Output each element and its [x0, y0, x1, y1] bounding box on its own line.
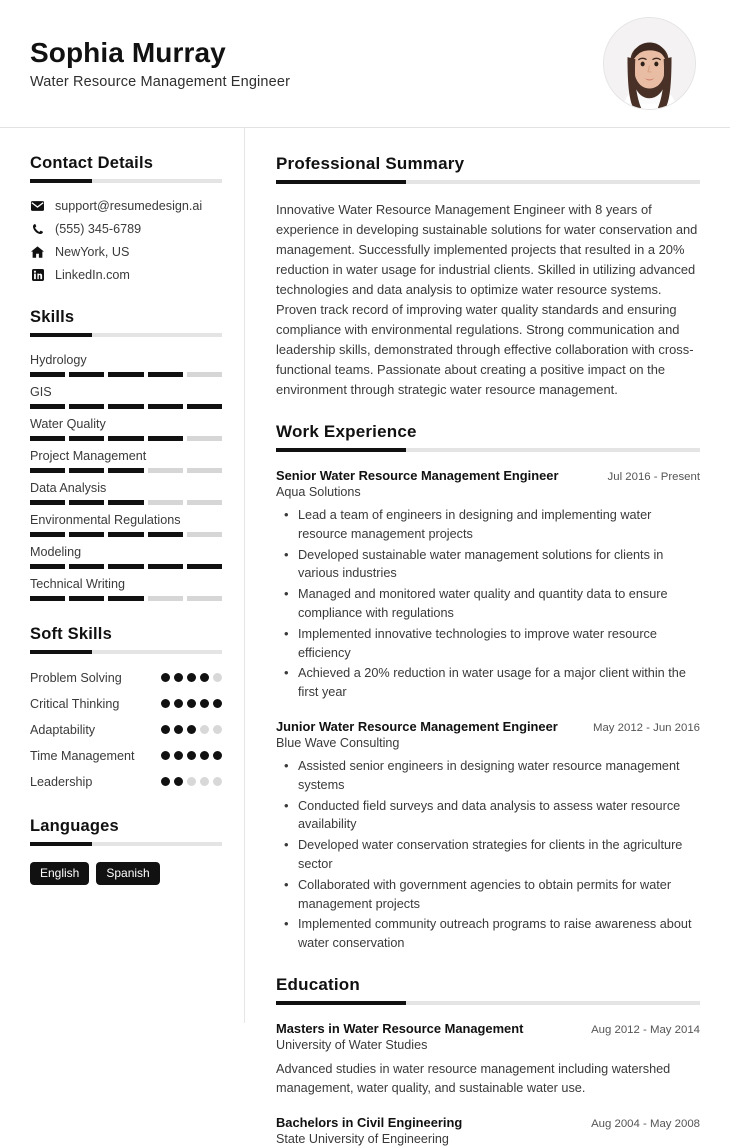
resume-body [0, 128, 730, 1146]
avatar [603, 17, 696, 110]
rating-dot [174, 777, 183, 786]
skill-bar-segment [69, 532, 104, 537]
contact-location-value: NewYork, US [55, 245, 130, 259]
entry-bullet: • Lead a team of engineers in designing and implementing water resource management projects [276, 506, 700, 544]
education-entry [276, 1021, 700, 1098]
entry-bullet: • Achieved a 20% reduction in water usage for a major client within the first year [276, 664, 700, 702]
contact-item-phone[interactable] [30, 222, 222, 236]
soft-skill-rating-dots [161, 696, 222, 708]
linkedin-icon [30, 269, 45, 281]
soft-skill-rating-dots [161, 670, 222, 682]
contact-item-email[interactable] [30, 199, 222, 213]
rating-dot [187, 777, 196, 786]
work-entry [276, 719, 700, 953]
skill-level-bar [30, 596, 222, 601]
skill-item [30, 577, 222, 601]
skill-label: Water Quality [30, 417, 106, 431]
skill-item [30, 353, 222, 377]
entry-bullet-list [276, 506, 700, 702]
skills-rule [30, 333, 222, 337]
soft-skill-item [30, 774, 222, 791]
education-section [276, 975, 700, 1146]
languages-heading: Languages [30, 817, 119, 835]
rating-dot [174, 751, 183, 760]
contact-rule [30, 179, 222, 183]
skill-bar-segment [148, 500, 183, 505]
entry-bullet-list [276, 757, 700, 953]
envelope-icon [30, 201, 45, 211]
skill-bar-segment [30, 436, 65, 441]
skill-level-bar [30, 500, 222, 505]
entry-date: May 2012 - Jun 2016 [592, 721, 700, 734]
avatar-circle [603, 17, 696, 110]
soft-skills-heading: Soft Skills [30, 625, 112, 643]
entry-company: Blue Wave Consulting [276, 735, 400, 750]
entry-bullet: • Conducted field surveys and data analysis to assess water resource availability [276, 797, 700, 835]
contact-item-location[interactable] [30, 245, 222, 259]
languages-section-header [30, 817, 222, 846]
soft-skill-rating-dots [161, 774, 222, 786]
skill-label: GIS [30, 385, 52, 399]
soft-skill-label: Leadership [30, 775, 93, 789]
skill-bar-segment [30, 564, 65, 569]
skill-item [30, 449, 222, 473]
skill-bar-segment [187, 404, 222, 409]
soft-skills-section [30, 625, 222, 791]
skill-bar-segment [30, 468, 65, 473]
skill-label: Hydrology [30, 353, 87, 367]
contact-linkedin-value: LinkedIn.com [55, 268, 130, 282]
skill-bar-segment [187, 532, 222, 537]
header-text-group [30, 37, 290, 89]
rating-dot [174, 725, 183, 734]
education-rule [276, 1001, 700, 1005]
work-section [276, 422, 700, 953]
skills-heading: Skills [30, 308, 75, 326]
skill-bar-segment [108, 468, 143, 473]
rating-dot [200, 777, 209, 786]
skill-bar-segment [108, 564, 143, 569]
skill-label: Data Analysis [30, 481, 107, 495]
entry-bullet: • Implemented community outreach programs to raise awareness about water conservation [276, 915, 700, 953]
entry-bullet: • Collaborated with government agencies to obtain permits for water management projects [276, 876, 700, 914]
phone-icon [30, 223, 45, 235]
soft-skills-rule [30, 650, 222, 654]
skill-label: Modeling [30, 545, 82, 559]
rating-dot [187, 699, 196, 708]
skills-list [30, 353, 222, 601]
skill-bar-segment [69, 564, 104, 569]
skill-bar-segment [108, 532, 143, 537]
skill-level-bar [30, 404, 222, 409]
entry-date: Aug 2004 - May 2008 [591, 1118, 700, 1131]
contact-list [30, 199, 222, 282]
skill-bar-segment [30, 500, 65, 505]
soft-skill-label: Problem Solving [30, 671, 122, 685]
skill-bar-segment [69, 372, 104, 377]
entry-institution: State University of Engineering [276, 1132, 449, 1146]
skill-item [30, 513, 222, 537]
rating-dot [213, 751, 222, 760]
soft-skill-label: Adaptability [30, 723, 96, 737]
entry-title: Junior Water Resource Management Engineer [276, 718, 558, 734]
education-heading: Education [276, 974, 360, 994]
work-rule [276, 448, 700, 452]
skill-level-bar [30, 532, 222, 537]
entry-header [276, 468, 700, 483]
language-badge: English [30, 862, 89, 885]
rating-dot [213, 777, 222, 786]
rating-dot [161, 751, 170, 760]
soft-skills-list [30, 670, 222, 791]
entry-bullet: • Assisted senior engineers in designing water resource management systems [276, 757, 700, 795]
skill-item [30, 545, 222, 569]
rating-dot [213, 725, 222, 734]
summary-rule [276, 180, 700, 184]
skill-bar-segment [148, 436, 183, 441]
work-entry [276, 468, 700, 702]
contact-item-linkedin[interactable] [30, 268, 222, 282]
rating-dot [174, 699, 183, 708]
soft-skills-section-header [30, 625, 222, 654]
skill-bar-segment [148, 404, 183, 409]
sidebar [0, 128, 245, 1023]
skill-item [30, 385, 222, 409]
summary-heading: Professional Summary [276, 154, 465, 173]
entry-date: Aug 2012 - May 2014 [591, 1023, 700, 1036]
rating-dot [161, 673, 170, 682]
soft-skill-rating-dots [161, 748, 222, 760]
soft-skill-item [30, 696, 222, 713]
soft-skill-rating-dots [161, 722, 222, 734]
main-content [245, 128, 730, 1146]
skill-bar-segment [69, 436, 104, 441]
contact-heading: Contact Details [30, 154, 154, 172]
rating-dot [187, 725, 196, 734]
rating-dot [213, 699, 222, 708]
skill-bar-segment [187, 468, 222, 473]
rating-dot [174, 673, 183, 682]
skill-bar-segment [187, 372, 222, 377]
rating-dot [161, 699, 170, 708]
profile-photo-illustration [604, 18, 695, 109]
contact-section-header [30, 154, 222, 183]
rating-dot [200, 699, 209, 708]
skill-bar-segment [187, 500, 222, 505]
soft-skill-label: Time Management [30, 749, 135, 763]
education-entry [276, 1115, 700, 1146]
rating-dot [200, 673, 209, 682]
entry-title: Senior Water Resource Management Engineer [276, 468, 559, 483]
skill-bar-segment [30, 532, 65, 537]
entry-institution: University of Water Studies [276, 1037, 428, 1052]
skill-bar-segment [69, 404, 104, 409]
entry-header [276, 1021, 700, 1036]
rating-dot [200, 751, 209, 760]
contact-phone-value: (555) 345-6789 [55, 222, 142, 236]
skill-bar-segment [108, 404, 143, 409]
skill-label: Project Management [30, 449, 147, 463]
entry-company: Aqua Solutions [276, 485, 361, 499]
entry-title: Masters in Water Resource Management [276, 1020, 524, 1036]
skill-bar-segment [148, 532, 183, 537]
languages-rule [30, 842, 222, 846]
skill-level-bar [30, 372, 222, 377]
skill-bar-segment [69, 596, 104, 601]
work-section-header [276, 422, 700, 452]
entry-description: Advanced studies in water resource management including watershed management, water quality, and sustainable water use. [276, 1061, 671, 1095]
skill-item [30, 481, 222, 505]
education-section-header [276, 975, 700, 1005]
skill-bar-segment [187, 596, 222, 601]
skill-bar-segment [69, 468, 104, 473]
home-icon [30, 246, 45, 258]
education-entries [276, 1021, 700, 1146]
skill-item [30, 417, 222, 441]
skill-bar-segment [108, 372, 143, 377]
skills-section [30, 308, 222, 601]
entry-bullet: • Developed water conservation strategies for clients in the agriculture sector [276, 836, 700, 874]
skill-bar-segment [187, 436, 222, 441]
work-entries [276, 468, 700, 953]
language-badge: Spanish [96, 862, 159, 885]
candidate-name: Sophia Murray [30, 37, 226, 69]
summary-section [276, 154, 700, 400]
work-heading: Work Experience [276, 422, 417, 441]
rating-dot [187, 673, 196, 682]
skill-level-bar [30, 468, 222, 473]
soft-skill-label: Critical Thinking [30, 697, 120, 711]
contact-email-value: support@resumedesign.ai [55, 199, 203, 213]
candidate-job-title: Water Resource Management Engineer [30, 73, 291, 90]
summary-section-header [276, 154, 700, 184]
entry-date: Jul 2016 - Present [607, 471, 700, 483]
resume-header [0, 0, 730, 128]
entry-title: Bachelors in Civil Engineering [276, 1115, 463, 1131]
skill-label: Technical Writing [30, 577, 125, 591]
skill-bar-segment [148, 564, 183, 569]
skill-bar-segment [30, 596, 65, 601]
skill-bar-segment [108, 596, 143, 601]
skill-bar-segment [30, 404, 65, 409]
skill-bar-segment [148, 372, 183, 377]
skill-bar-segment [30, 372, 65, 377]
entry-bullet: • Managed and monitored water quality and quantity data to ensure compliance with regulations [276, 585, 700, 623]
rating-dot [200, 725, 209, 734]
entry-bullet: • Implemented innovative technologies to improve water resource efficiency [276, 625, 700, 663]
entry-header [276, 1115, 700, 1130]
entry-bullet: • Developed sustainable water management solutions for clients in various industries [276, 546, 700, 584]
summary-text: Innovative Water Resource Management Engineer with 8 years of experience in developing sustainable solutions for water conservation and management. Successfully implemented projects that resulted in a 20% reduction in water usage for industrial clients. Skilled in utilizing advanced technologies and data analysis to optimize water resource systems. Proven track record of improving water quality standards and ensuring compliance with environmental regulations. Strong communication and leadership skills, demonstrated through effective collaboration with cross-functional teams. Passionate about creating a positive impact on the environment through strategic water resource management. [276, 202, 698, 397]
skills-section-header [30, 308, 222, 337]
entry-header [276, 719, 700, 734]
rating-dot [213, 673, 222, 682]
rating-dot [161, 725, 170, 734]
skill-level-bar [30, 564, 222, 569]
languages-list [30, 862, 222, 885]
soft-skill-item [30, 670, 222, 687]
languages-section [30, 817, 222, 885]
skill-bar-segment [108, 436, 143, 441]
skill-bar-segment [148, 468, 183, 473]
rating-dot [187, 751, 196, 760]
skill-bar-segment [69, 500, 104, 505]
skill-label: Environmental Regulations [30, 513, 181, 527]
soft-skill-item [30, 722, 222, 739]
skill-level-bar [30, 436, 222, 441]
soft-skill-item [30, 748, 222, 765]
skill-bar-segment [187, 564, 222, 569]
skill-bar-segment [148, 596, 183, 601]
skill-bar-segment [108, 500, 143, 505]
rating-dot [161, 777, 170, 786]
